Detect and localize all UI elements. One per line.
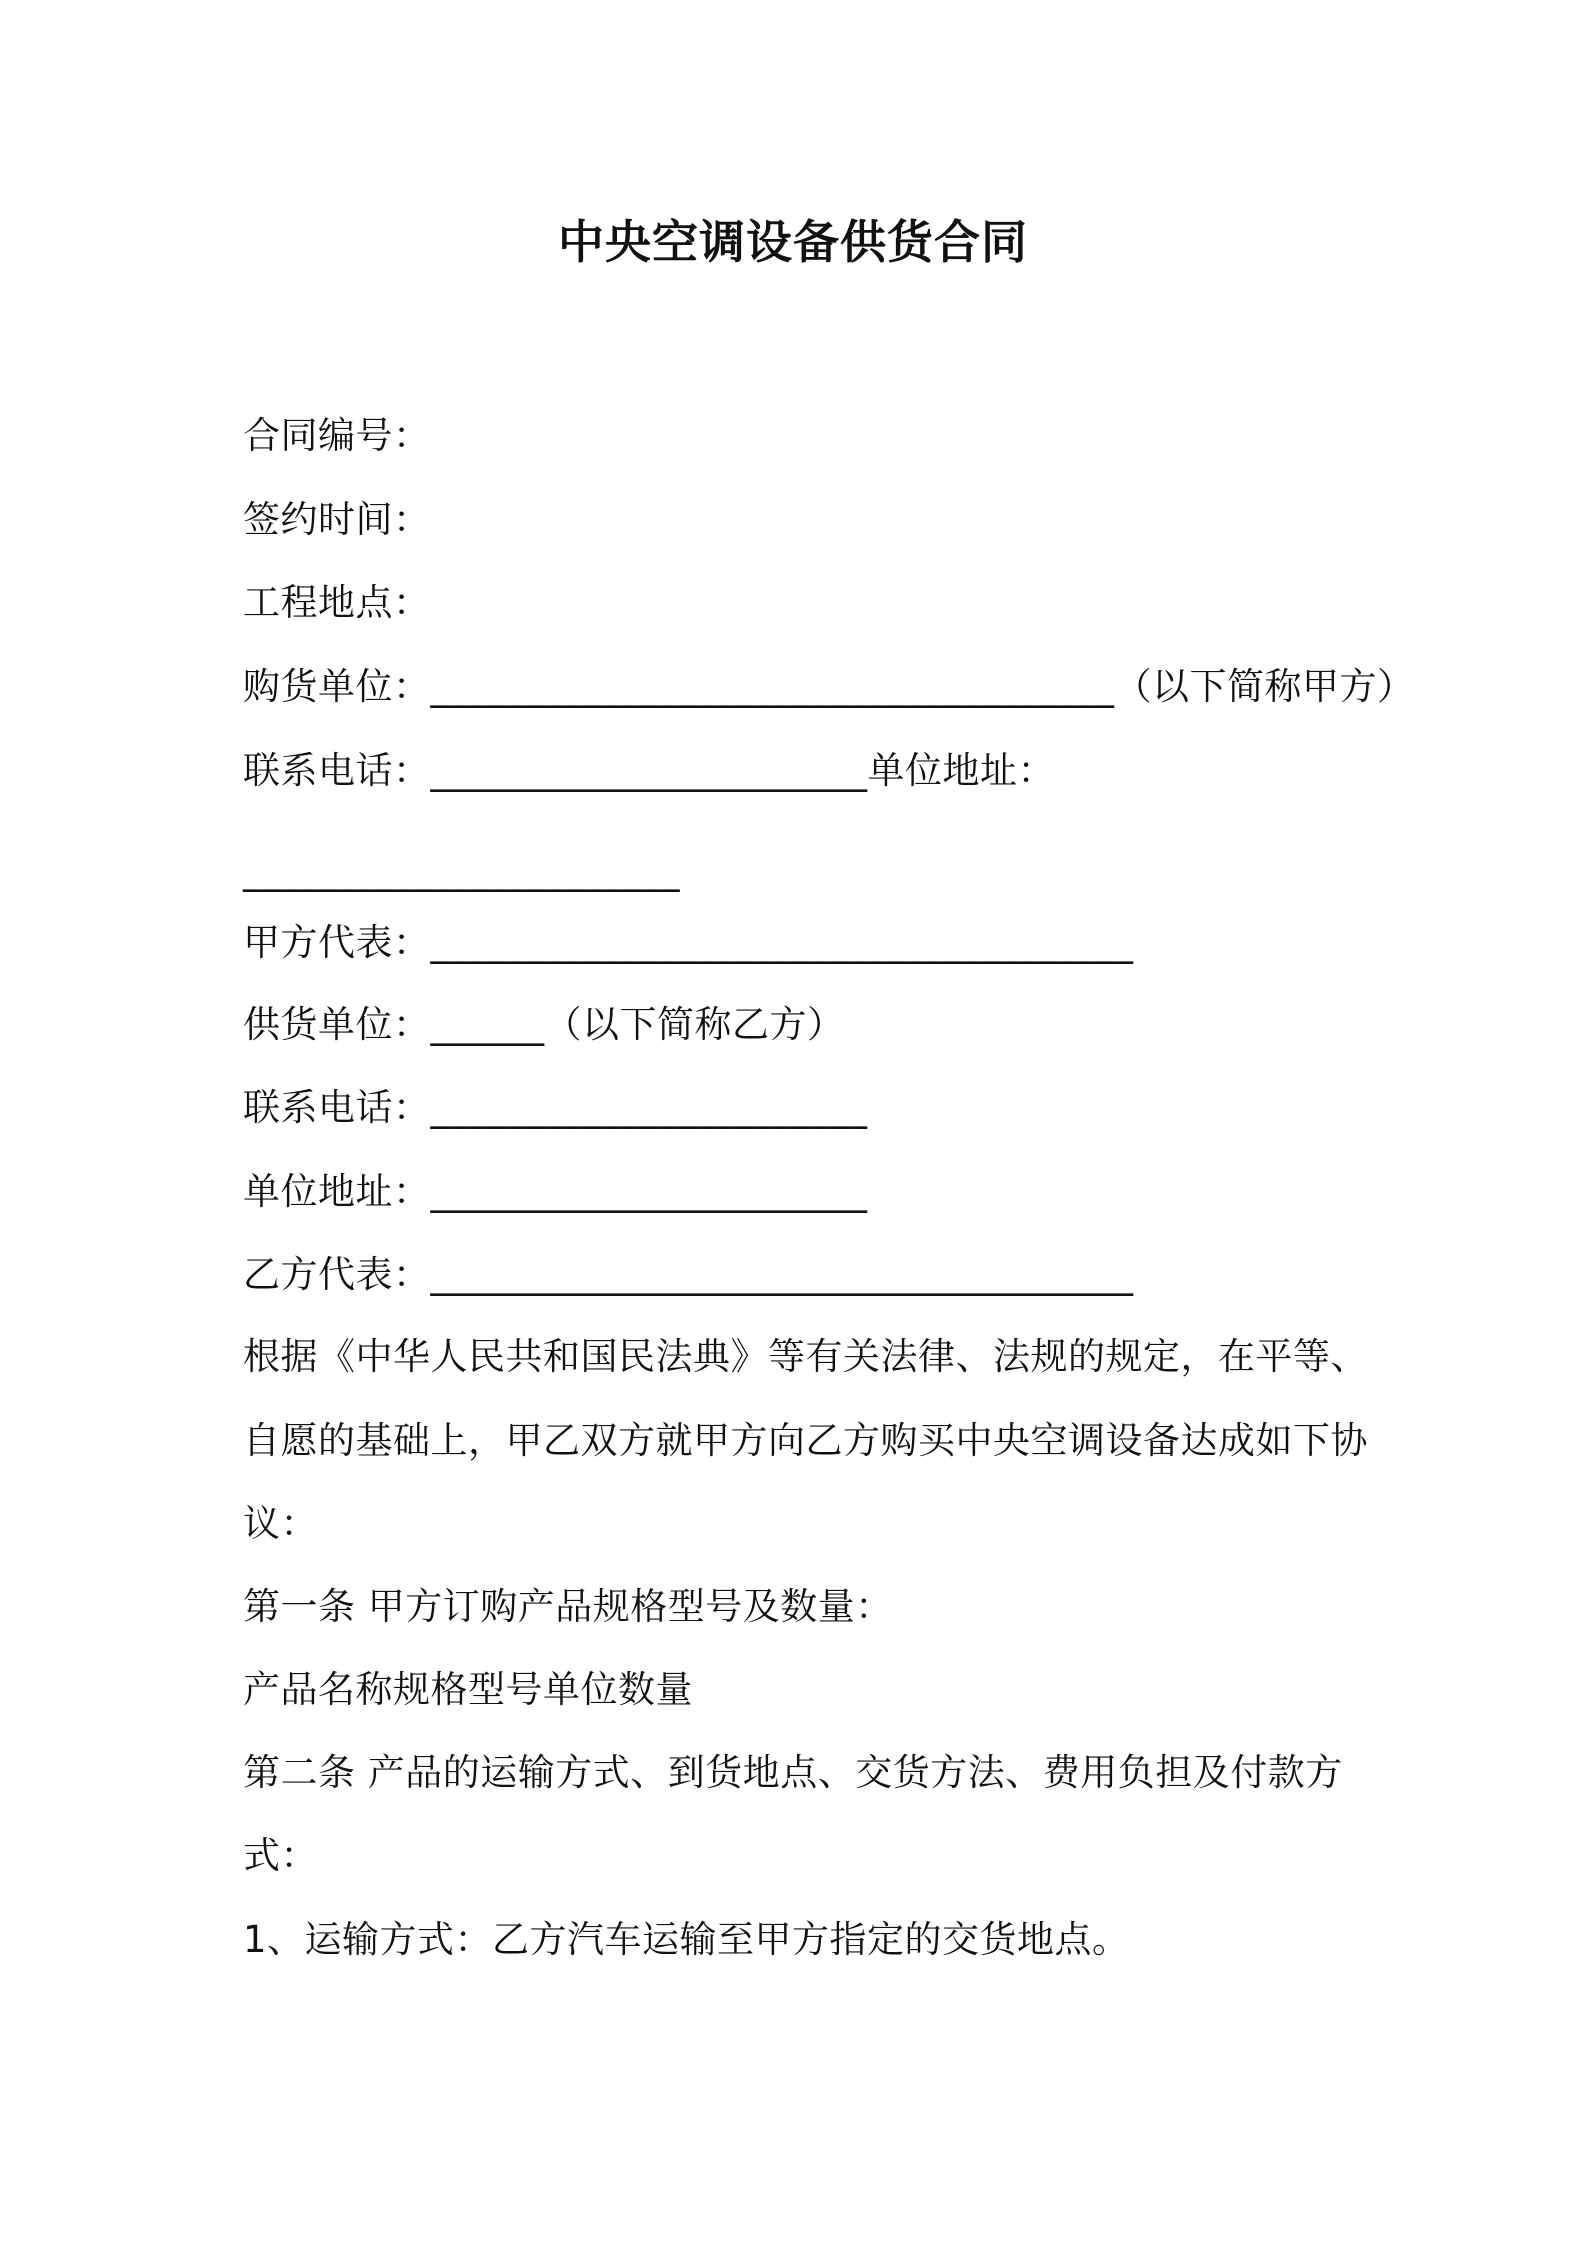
article-2-heading-line-2: 式： <box>243 1834 318 1877</box>
supplier-address-line: 单位地址：_______________________ <box>243 1170 868 1213</box>
supplier-unit-line: 供货单位：______（以下简称乙方） <box>243 1003 845 1046</box>
transport-method-line: 1、运输方式：乙方汽车运输至甲方指定的交货地点。 <box>243 1918 1130 1961</box>
project-location-line: 工程地点： <box>243 581 431 624</box>
party-a-representative-line: 甲方代表：_____________________________________ <box>243 921 1134 964</box>
signing-time-line: 签约时间： <box>243 498 431 541</box>
contract-number-line: 合同编号： <box>243 414 431 457</box>
supplier-phone-line: 联系电话：_______________________ <box>243 1086 868 1129</box>
preamble-line-1: 根据《中华人民共和国民法典》等有关法律、法规的规定，在平等、 <box>243 1335 1368 1378</box>
preamble-line-3: 议： <box>243 1502 318 1545</box>
product-table-header: 产品名称规格型号单位数量 <box>243 1668 693 1711</box>
buyer-unit-line: 购货单位：____________________________________（以下简称甲方） <box>243 665 1415 708</box>
article-1-heading: 第一条 甲方订购产品规格型号及数量： <box>243 1585 893 1628</box>
preamble-line-2: 自愿的基础上，甲乙双方就甲方向乙方购买中央空调设备达成如下协 <box>243 1419 1368 1462</box>
article-2-heading-line-1: 第二条 产品的运输方式、到货地点、交货方法、费用负担及付款方 <box>243 1751 1343 1794</box>
party-b-representative-line: 乙方代表：_____________________________________ <box>243 1253 1134 1296</box>
buyer-phone-address-line: 联系电话：_______________________单位地址： <box>243 749 1055 792</box>
page-title: 中央空调设备供货合同 <box>558 215 1028 269</box>
buyer-address-blank-line: _______________________ <box>243 849 680 892</box>
